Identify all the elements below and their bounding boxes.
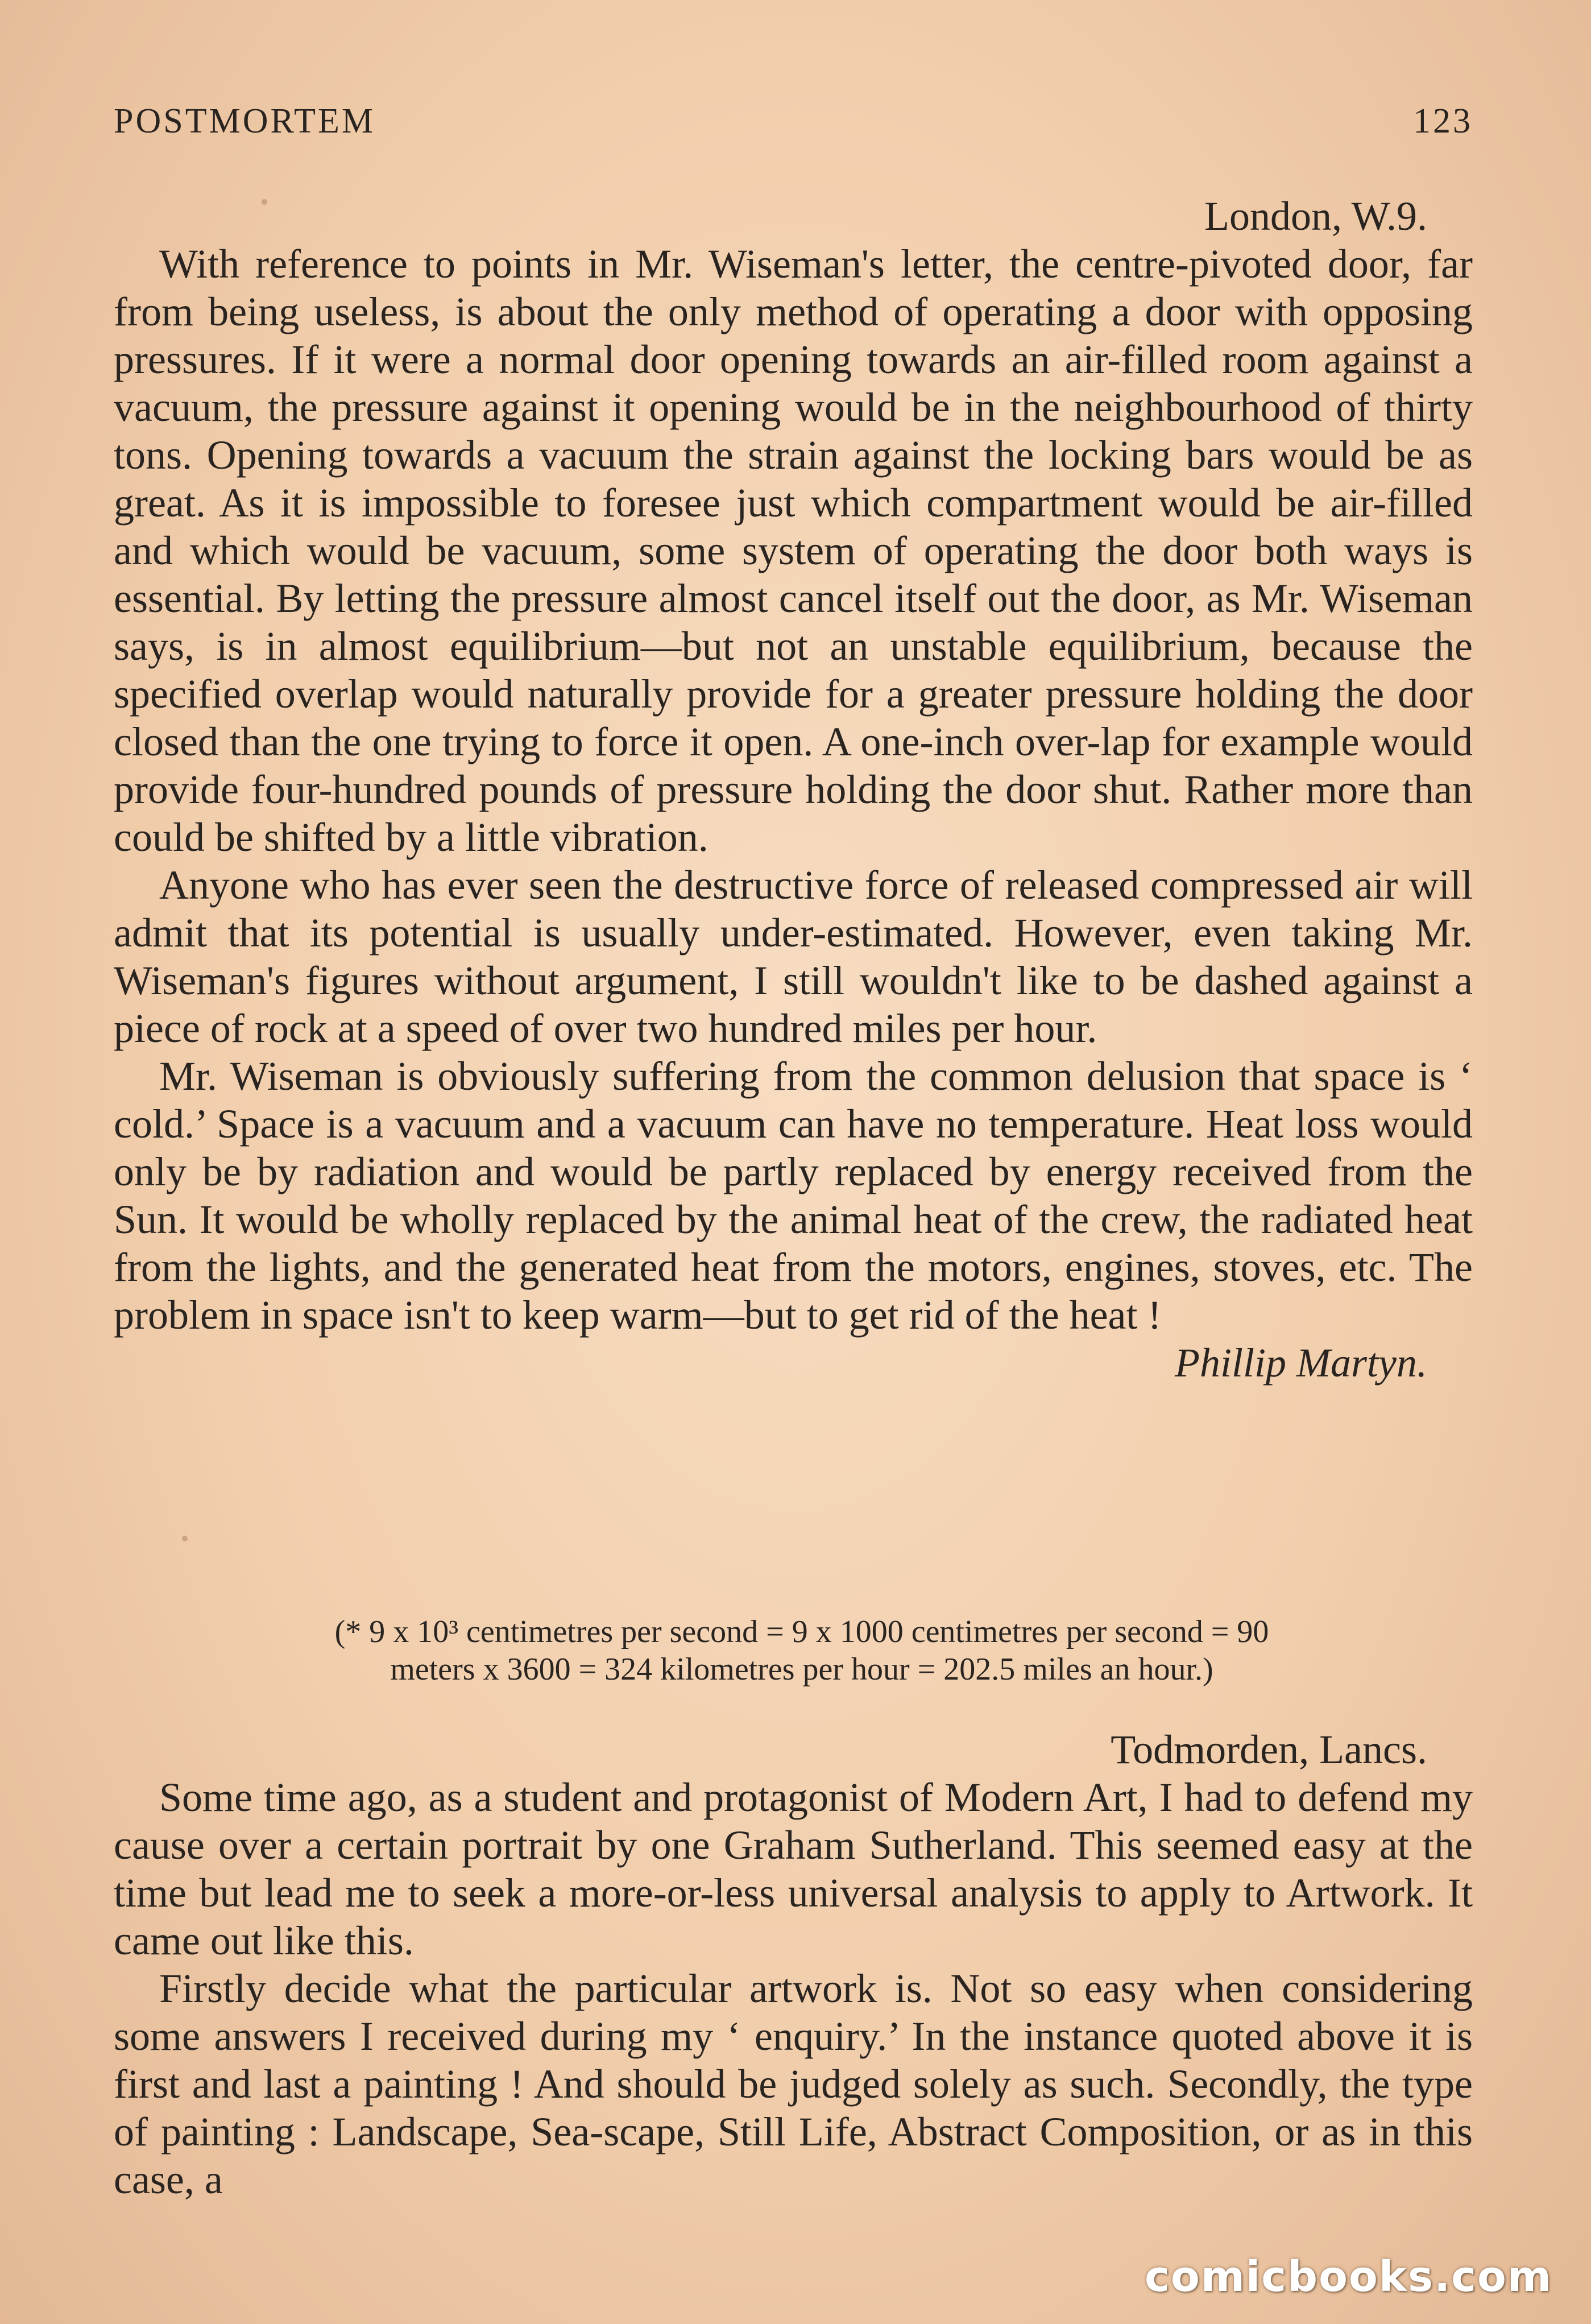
letter-paragraph: Firstly decide what the particular artwork is. Not so easy when considering some answers I received during my ‘ enquiry.’ In the instance quoted above it is first and last a painting ! And should be judged solely as such. Secondly, the type of painting : Landscape, Sea-scape, Still Life, Abstract Composition, or as in this case, a [114,1966,1473,2202]
page-number: 123 [1413,102,1473,140]
letter-paragraph: Mr. Wiseman is obviously suffering from the common delusion that space is ‘ cold.’ Space is a vacuum and a vacuum can have no temperature. Heat loss would only be by radiation and would be partly replaced by energy received from the Sun. It would be wholly replaced by the animal heat of the crew, the radiated heat from the lights, and the generated heat from the motors, engines, stoves, etc. The problem in space isn't to keep warm—but to get rid of the heat ! [114,1053,1473,1338]
letter-paragraph: Anyone who has ever seen the destructive force of released compressed air will admit that its potential is usually under-estimated. However, even taking Mr. Wiseman's figures without argument, I still wouldn't like to be dashed against a piece of rock at a speed of over two hundred miles per hour. [114,862,1473,1051]
footnote [131,1613,1473,1688]
letter-paragraph: Some time ago, as a student and protagonist of Modern Art, I had to defend my cause over a certain portrait by one Graham Sutherland. This seemed easy at the time but lead me to seek a more-or-less universal analysis to apply to Artwork. It came out like this. [114,1775,1473,1963]
letter-london [114,192,1473,1387]
page-header [114,101,1473,147]
letter-place: London, W.9. [1204,193,1427,239]
letter-todmorden [114,1726,1473,2203]
letter-place: Todmorden, Lancs. [1111,1727,1427,1772]
footnote-line: (* 9 x 10³ centimetres per second = 9 x 1000 centimetres per second = 90 [334,1614,1269,1649]
paper-speck [182,1536,188,1541]
running-head: POSTMORTEM [114,102,376,140]
letter-signature: Phillip Martyn. [1175,1340,1427,1386]
site-watermark: comicbooks.com [1145,2252,1552,2301]
footnote-line: meters x 3600 = 324 kilometres per hour = 202.5 miles an hour.) [390,1652,1213,1687]
letter-paragraph: With reference to points in Mr. Wiseman's letter, the centre-pivoted door, far from being useless, is about the only method of operating a door with opposing pressures. If it were a normal door opening towards an air-filled room against a vacuum, the pressure against it opening would be in the neighbourhood of thirty tons. Opening towards a vacuum the strain against the locking bars would be as great. As it is impossible to foresee just which compartment would be air-filled and which would be vacuum, some system of operating the door both ways is essential. By letting the pressure almost cancel itself out the door, as Mr. Wiseman says, is in almost equilibrium—but not an unstable equilibrium, because the specified overlap would naturally provide for a greater pressure holding the door closed than the one trying to force it open. A one-inch over-lap for example would provide four-hundred pounds of pressure holding the door shut. Rather more than could be shifted by a little vibration. [114,241,1473,860]
